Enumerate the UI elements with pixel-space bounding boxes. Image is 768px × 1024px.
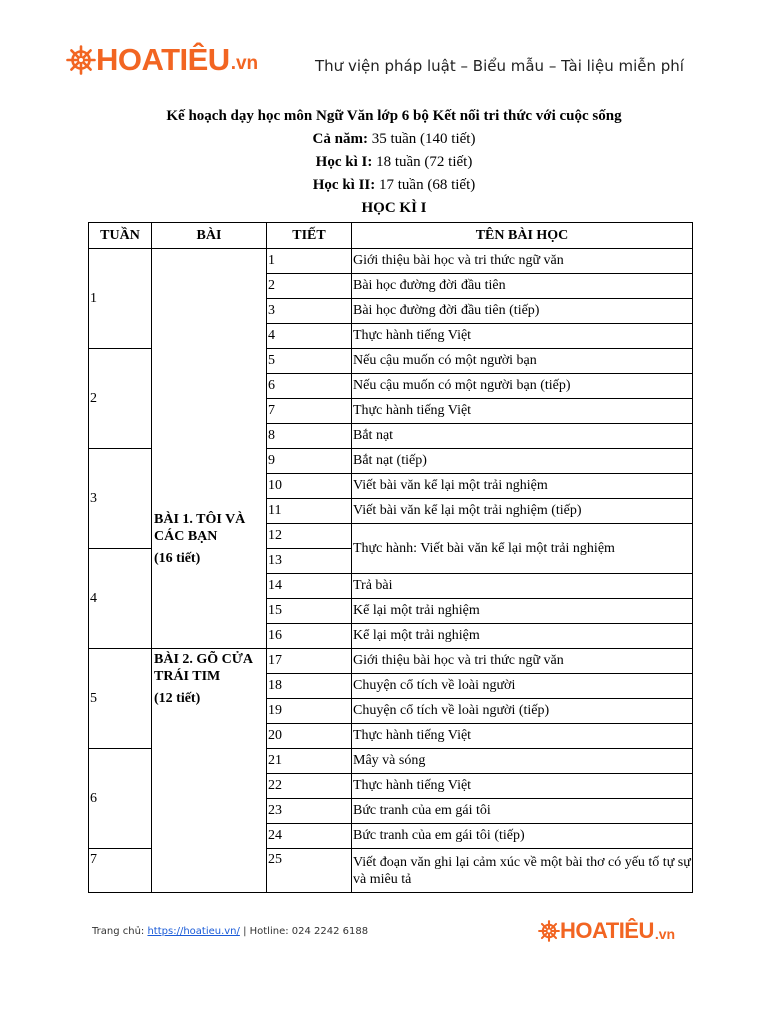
table-row bbox=[89, 649, 693, 674]
tiet-cell: 25 bbox=[267, 849, 352, 893]
lesson-cell: Trả bài bbox=[352, 574, 693, 599]
table-header-row bbox=[89, 223, 693, 249]
footer-info bbox=[92, 926, 368, 937]
week-cell: 6 bbox=[89, 749, 152, 849]
tiet-cell: 10 bbox=[267, 474, 352, 499]
week-cell: 3 bbox=[89, 449, 152, 549]
lesson-cell: Giới thiệu bài học và tri thức ngữ văn bbox=[352, 649, 693, 674]
tiet-cell: 6 bbox=[267, 374, 352, 399]
lesson-cell: Bức tranh của em gái tôi (tiếp) bbox=[352, 824, 693, 849]
lesson-cell: Thực hành tiếng Việt bbox=[352, 724, 693, 749]
week-cell: 2 bbox=[89, 349, 152, 449]
homepage-link[interactable]: https://hoatieu.vn/ bbox=[147, 926, 240, 937]
lesson-cell: Nếu cậu muốn có một người bạn bbox=[352, 349, 693, 374]
lesson-cell: Viết bài văn kể lại một trải nghiệm (tiếp) bbox=[352, 499, 693, 524]
col-header-tuan: TUẦN bbox=[89, 223, 152, 249]
bai-2-subtitle: (12 tiết) bbox=[154, 691, 201, 706]
bai-1-subtitle: (16 tiết) bbox=[154, 550, 201, 566]
brand-name: HOATIÊU bbox=[560, 918, 654, 943]
lesson-cell: Thực hành tiếng Việt bbox=[352, 324, 693, 349]
col-header-ten-bai-hoc: TÊN BÀI HỌC bbox=[352, 223, 693, 249]
ship-wheel-icon bbox=[66, 45, 96, 75]
lesson-cell: Chuyện cổ tích về loài người (tiếp) bbox=[352, 699, 693, 724]
tiet-cell: 21 bbox=[267, 749, 352, 774]
tiet-cell: 17 bbox=[267, 649, 352, 674]
tiet-cell: 22 bbox=[267, 774, 352, 799]
lesson-cell: Bài học đường đời đầu tiên (tiếp) bbox=[352, 299, 693, 324]
week-cell: 7 bbox=[89, 849, 152, 893]
lesson-cell: Thực hành tiếng Việt bbox=[352, 399, 693, 424]
tiet-cell: 2 bbox=[267, 274, 352, 299]
lesson-cell: Kể lại một trải nghiệm bbox=[352, 624, 693, 649]
lesson-cell: Chuyện cổ tích về loài người bbox=[352, 674, 693, 699]
tiet-cell: 1 bbox=[267, 249, 352, 274]
footer-hotline: | Hotline: 024 2242 6188 bbox=[239, 926, 369, 937]
header-logo[interactable] bbox=[66, 42, 258, 78]
tiet-cell: 19 bbox=[267, 699, 352, 724]
document-title: Kế hoạch dạy học môn Ngữ Văn lớp 6 bộ Kết nối tri thức với cuộc sống bbox=[166, 108, 622, 124]
lesson-cell: Viết bài văn kể lại một trải nghiệm bbox=[352, 474, 693, 499]
lesson-cell: Mây và sóng bbox=[352, 749, 693, 774]
bai-2-title: BÀI 2. GÕ CỬA TRÁI TIM bbox=[154, 652, 253, 684]
hk1-summary: Học kì I: 18 tuần (72 tiết) bbox=[315, 154, 473, 170]
tiet-cell: 5 bbox=[267, 349, 352, 374]
lesson-cell: Thực hành tiếng Việt bbox=[352, 774, 693, 799]
tiet-cell: 24 bbox=[267, 824, 352, 849]
document-titles bbox=[0, 105, 768, 220]
ship-wheel-icon bbox=[538, 920, 560, 942]
bai-1-title: BÀI 1. TÔI VÀ CÁC BẠN bbox=[154, 511, 246, 544]
footer-logo[interactable] bbox=[538, 918, 675, 944]
bai-2-cell bbox=[152, 649, 267, 893]
lesson-cell: Nếu cậu muốn có một người bạn (tiếp) bbox=[352, 374, 693, 399]
lesson-plan-table bbox=[88, 222, 693, 893]
lesson-cell: Bức tranh của em gái tôi bbox=[352, 799, 693, 824]
tiet-cell: 14 bbox=[267, 574, 352, 599]
tiet-cell: 9 bbox=[267, 449, 352, 474]
tiet-cell: 18 bbox=[267, 674, 352, 699]
hk2-summary: Học kì II: 17 tuần (68 tiết) bbox=[312, 177, 476, 193]
col-header-tiet: TIẾT bbox=[267, 223, 352, 249]
tiet-cell: 23 bbox=[267, 799, 352, 824]
lesson-cell: Giới thiệu bài học và tri thức ngữ văn bbox=[352, 249, 693, 274]
table-row bbox=[89, 249, 693, 274]
year-summary: Cả năm: 35 tuần (140 tiết) bbox=[312, 131, 476, 147]
brand-tld: .vn bbox=[230, 53, 259, 74]
week-cell: 4 bbox=[89, 549, 152, 649]
lesson-cell: Thực hành: Viết bài văn kể lại một trải nghiệm bbox=[352, 524, 693, 574]
tiet-cell: 11 bbox=[267, 499, 352, 524]
week-cell: 1 bbox=[89, 249, 152, 349]
brand-tld: .vn bbox=[654, 926, 676, 942]
section-title: HỌC KÌ I bbox=[361, 200, 427, 216]
brand-name: HOATIÊU bbox=[96, 42, 230, 77]
week-cell: 5 bbox=[89, 649, 152, 749]
tiet-cell: 4 bbox=[267, 324, 352, 349]
tiet-cell: 13 bbox=[267, 549, 352, 574]
tiet-cell: 12 bbox=[267, 524, 352, 549]
col-header-bai: BÀI bbox=[152, 223, 267, 249]
header-tagline: Thư viện pháp luật – Biểu mẫu – Tài liệu miễn phí bbox=[315, 57, 684, 75]
lesson-cell: Viết đoạn văn ghi lại cảm xúc về một bài thơ có yếu tố tự sự và miêu tả bbox=[352, 849, 693, 893]
tiet-cell: 20 bbox=[267, 724, 352, 749]
footer-prefix: Trang chủ: bbox=[92, 926, 148, 937]
tiet-cell: 16 bbox=[267, 624, 352, 649]
tiet-cell: 15 bbox=[267, 599, 352, 624]
lesson-cell: Bài học đường đời đầu tiên bbox=[352, 274, 693, 299]
tiet-cell: 8 bbox=[267, 424, 352, 449]
lesson-cell: Kể lại một trải nghiệm bbox=[352, 599, 693, 624]
lesson-cell: Bắt nạt (tiếp) bbox=[352, 449, 693, 474]
tiet-cell: 3 bbox=[267, 299, 352, 324]
tiet-cell: 7 bbox=[267, 399, 352, 424]
lesson-cell: Bắt nạt bbox=[352, 424, 693, 449]
bai-1-cell bbox=[152, 249, 267, 649]
